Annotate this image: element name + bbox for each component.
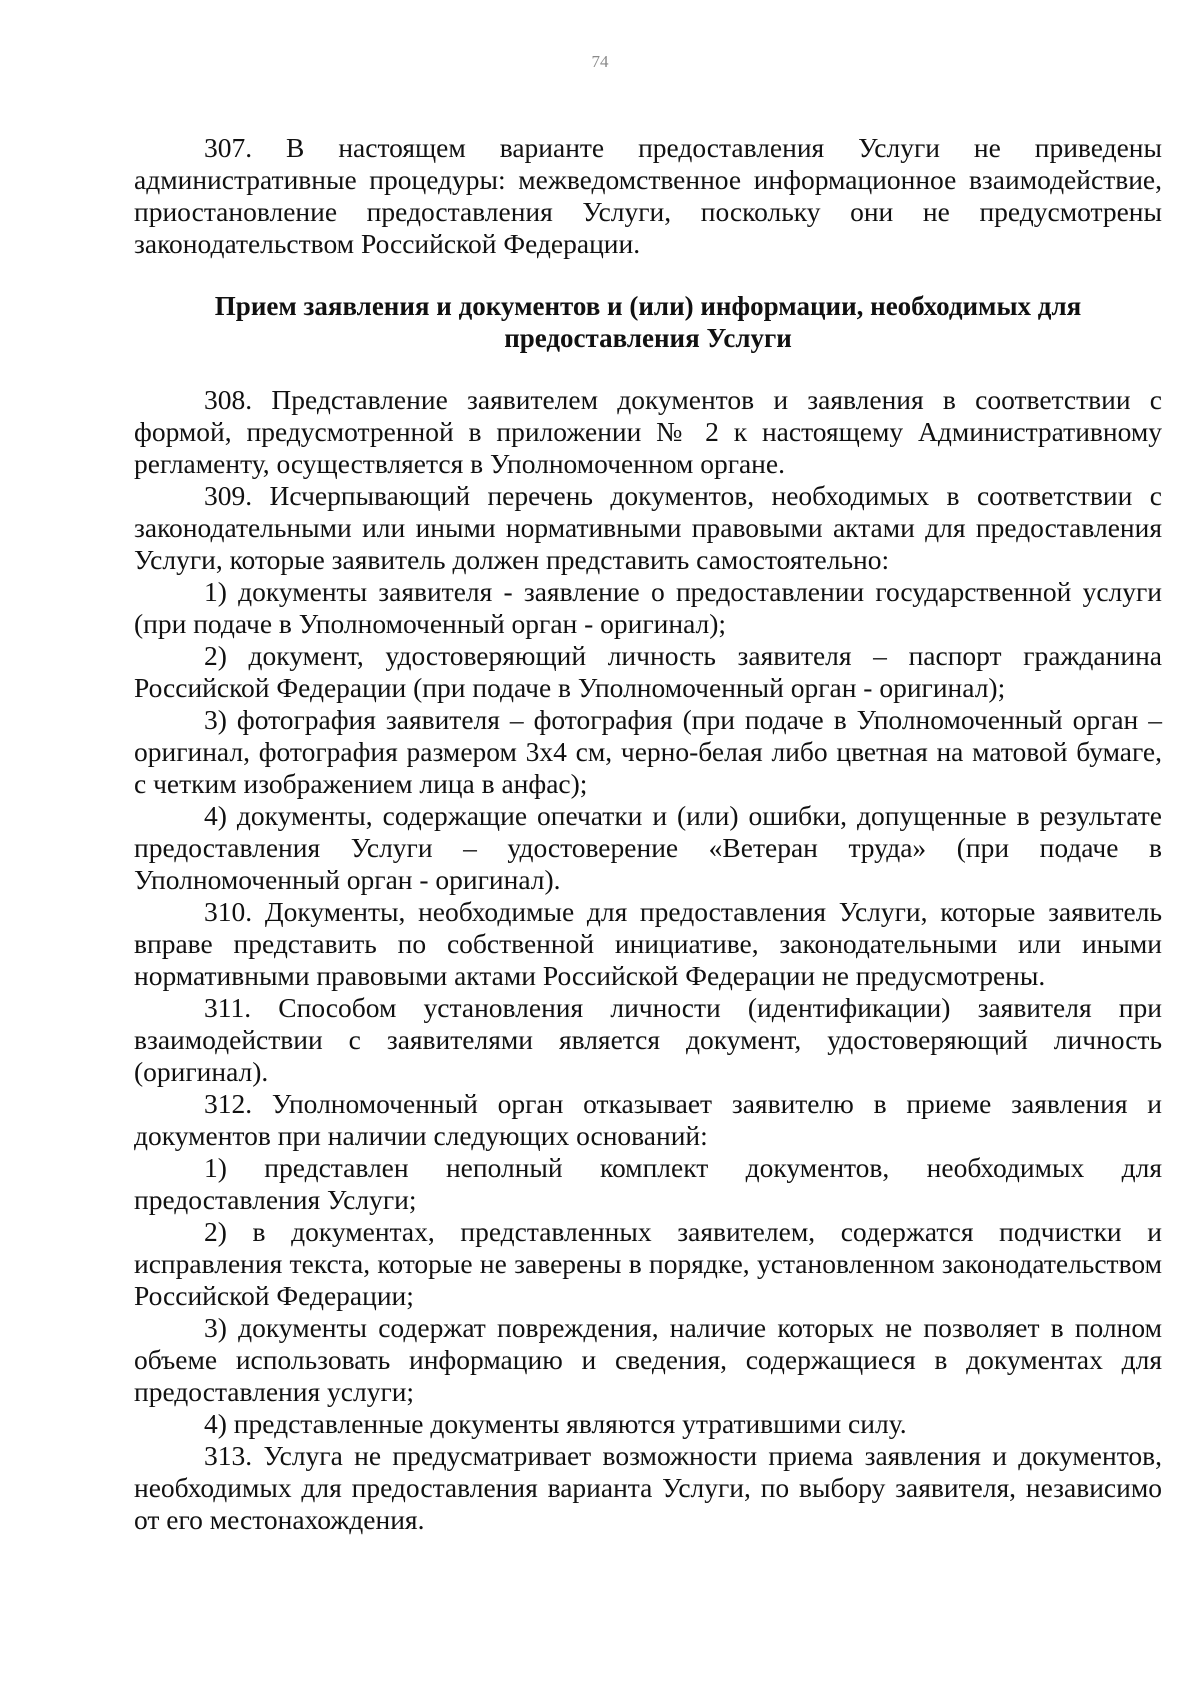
paragraph-307: 307. В настоящем варианте предоставления Услуги не приведены административные процедуры: межведомственное информационное взаимодействие, приостановление предоставления Услуги, поскольку они не предусмотрены законодательством Российской Федерации. (134, 132, 1162, 259)
list-item-312-1: 1) представлен неполный комплект документов, необходимых для предоставления Услуги; (134, 1152, 1162, 1215)
list-item-309-4: 4) документы, содержащие опечатки и (или) ошибки, допущенные в результате предоставления Услуги – удостоверение «Ветеран труда» (при подаче в Уполномоченный орган - оригинал). (134, 800, 1162, 895)
paragraph-308: 308. Представление заявителем документов и заявления в соответствии с формой, предусмотренной в приложении № 2 к настоящему Административному регламенту, осуществляется в Уполномоченном органе. (134, 384, 1162, 479)
paragraph-311: 311. Способом установления личности (идентификации) заявителя при взаимодействии с заявителями является документ, удостоверяющий личность (оригинал). (134, 992, 1162, 1087)
paragraph-309: 309. Исчерпывающий перечень документов, необходимых в соответствии с законодательными или иными нормативными правовыми актами для предоставления Услуги, которые заявитель должен представить самостоятельно: (134, 480, 1162, 575)
section-heading: Прием заявления и документов и (или) информации, необходимых для предоставления Услуги (214, 291, 1082, 353)
paragraph-312: 312. Уполномоченный орган отказывает заявителю в приеме заявления и документов при наличии следующих оснований: (134, 1088, 1162, 1151)
paragraph-313: 313. Услуга не предусматривает возможности приема заявления и документов, необходимых для предоставления варианта Услуги, по выбору заявителя, независимо от его местонахождения. (134, 1440, 1162, 1535)
list-item-309-1: 1) документы заявителя - заявление о предоставлении государственной услуги (при подаче в Уполномоченный орган - оригинал); (134, 576, 1162, 639)
list-item-312-3: 3) документы содержат повреждения, наличие которых не позволяет в полном объеме использовать информацию и сведения, содержащиеся в документах для предоставления услуги; (134, 1312, 1162, 1407)
page-number: 74 (591, 52, 609, 71)
list-item-309-3: 3) фотография заявителя – фотография (при подаче в Уполномоченный орган – оригинал, фотография размером 3х4 см, черно-белая либо цветная на матовой бумаге, с четким изображением лица в анфас); (134, 704, 1162, 799)
list-item-312-2: 2) в документах, представленных заявителем, содержатся подчистки и исправления текста, которые не заверены в порядке, установленном законодательством Российской Федерации; (134, 1216, 1162, 1311)
paragraph-310: 310. Документы, необходимые для предоставления Услуги, которые заявитель вправе представить по собственной инициативе, законодательными или иными нормативными правовыми актами Российской Федерации не предусмотрены. (134, 896, 1162, 991)
list-item-312-4: 4) представленные документы являются утратившими силу. (204, 1408, 907, 1439)
list-item-309-2: 2) документ, удостоверяющий личность заявителя – паспорт гражданина Российской Федерации (при подаче в Уполномоченный орган - оригинал); (134, 640, 1162, 703)
document-body (134, 132, 1162, 1536)
